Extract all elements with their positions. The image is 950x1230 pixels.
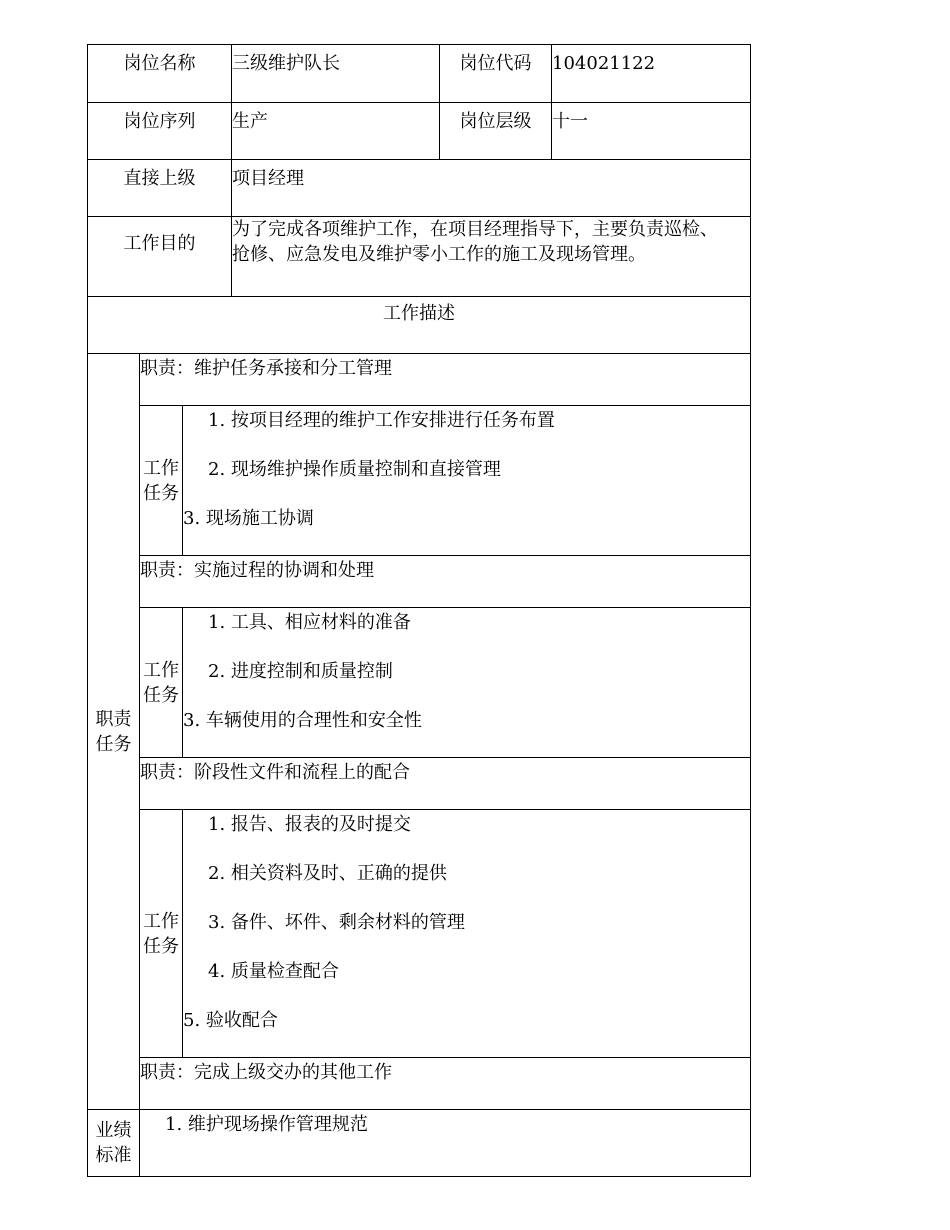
task-item: 2. 现场维护操作质量控制和直接管理 (208, 459, 501, 480)
position-code-label: 岗位代码 (440, 45, 552, 103)
performance-label (88, 1110, 140, 1177)
tasks-label-line1: 工作 (143, 659, 179, 681)
duty-title: 职责：完成上级交办的其他工作 (140, 1058, 751, 1110)
duties-label-line1: 职责 (95, 708, 132, 730)
tasks-label-line1: 工作 (143, 910, 179, 932)
task-item: 5. 验收配合 (183, 1010, 278, 1031)
direct-superior-value: 项目经理 (232, 160, 751, 217)
performance-item: 1. 维护现场操作管理规范 (140, 1110, 751, 1177)
task-item: 3. 车辆使用的合理性和安全性 (183, 710, 422, 731)
direct-superior-label: 直接上级 (88, 160, 232, 217)
task-item: 3. 备件、坏件、剩余材料的管理 (208, 912, 465, 933)
duty-title: 职责：阶段性文件和流程上的配合 (140, 758, 751, 810)
position-name-value: 三级维护队长 (232, 45, 440, 103)
job-description-table (87, 44, 750, 1178)
position-series-value: 生产 (232, 103, 440, 160)
duty-title: 职责：实施过程的协调和处理 (140, 556, 751, 608)
duty-title: 职责：维护任务承接和分工管理 (140, 354, 751, 406)
task-item: 1. 工具、相应材料的准备 (208, 612, 411, 633)
performance-label-line1: 业绩 (95, 1120, 132, 1141)
duties-tasks-label (88, 354, 140, 1110)
position-series-label: 岗位序列 (88, 103, 232, 160)
tasks-label (140, 406, 183, 556)
task-item: 2. 相关资料及时、正确的提供 (208, 863, 447, 884)
task-list (183, 608, 751, 758)
task-item: 1. 报告、报表的及时提交 (208, 814, 411, 835)
position-code-value: 104021122 (552, 45, 751, 103)
task-list (183, 810, 751, 1058)
section-title: 工作描述 (88, 297, 751, 354)
task-item: 3. 现场施工协调 (183, 508, 314, 529)
tasks-label-line1: 工作 (143, 457, 179, 479)
position-level-value: 十一 (552, 103, 751, 160)
position-name-label: 岗位名称 (88, 45, 232, 103)
task-item: 1. 按项目经理的维护工作安排进行任务布置 (208, 410, 555, 431)
job-purpose-label: 工作目的 (88, 217, 232, 297)
job-purpose-value: 为了完成各项维护工作，在项目经理指导下，主要负责巡检、抢修、应急发电及维护零小工作的施工及现场管理。 (232, 217, 751, 297)
tasks-label-line2: 任务 (143, 684, 179, 706)
task-list (183, 406, 751, 556)
task-item: 4. 质量检查配合 (208, 961, 339, 982)
position-level-label: 岗位层级 (440, 103, 552, 160)
tasks-label-line2: 任务 (143, 935, 179, 957)
performance-label-line2: 标准 (95, 1145, 132, 1166)
duties-label-line2: 任务 (95, 733, 132, 755)
tasks-label (140, 608, 183, 758)
task-item: 2. 进度控制和质量控制 (208, 661, 393, 682)
tasks-label-line2: 任务 (143, 482, 179, 504)
tasks-label (140, 810, 183, 1058)
